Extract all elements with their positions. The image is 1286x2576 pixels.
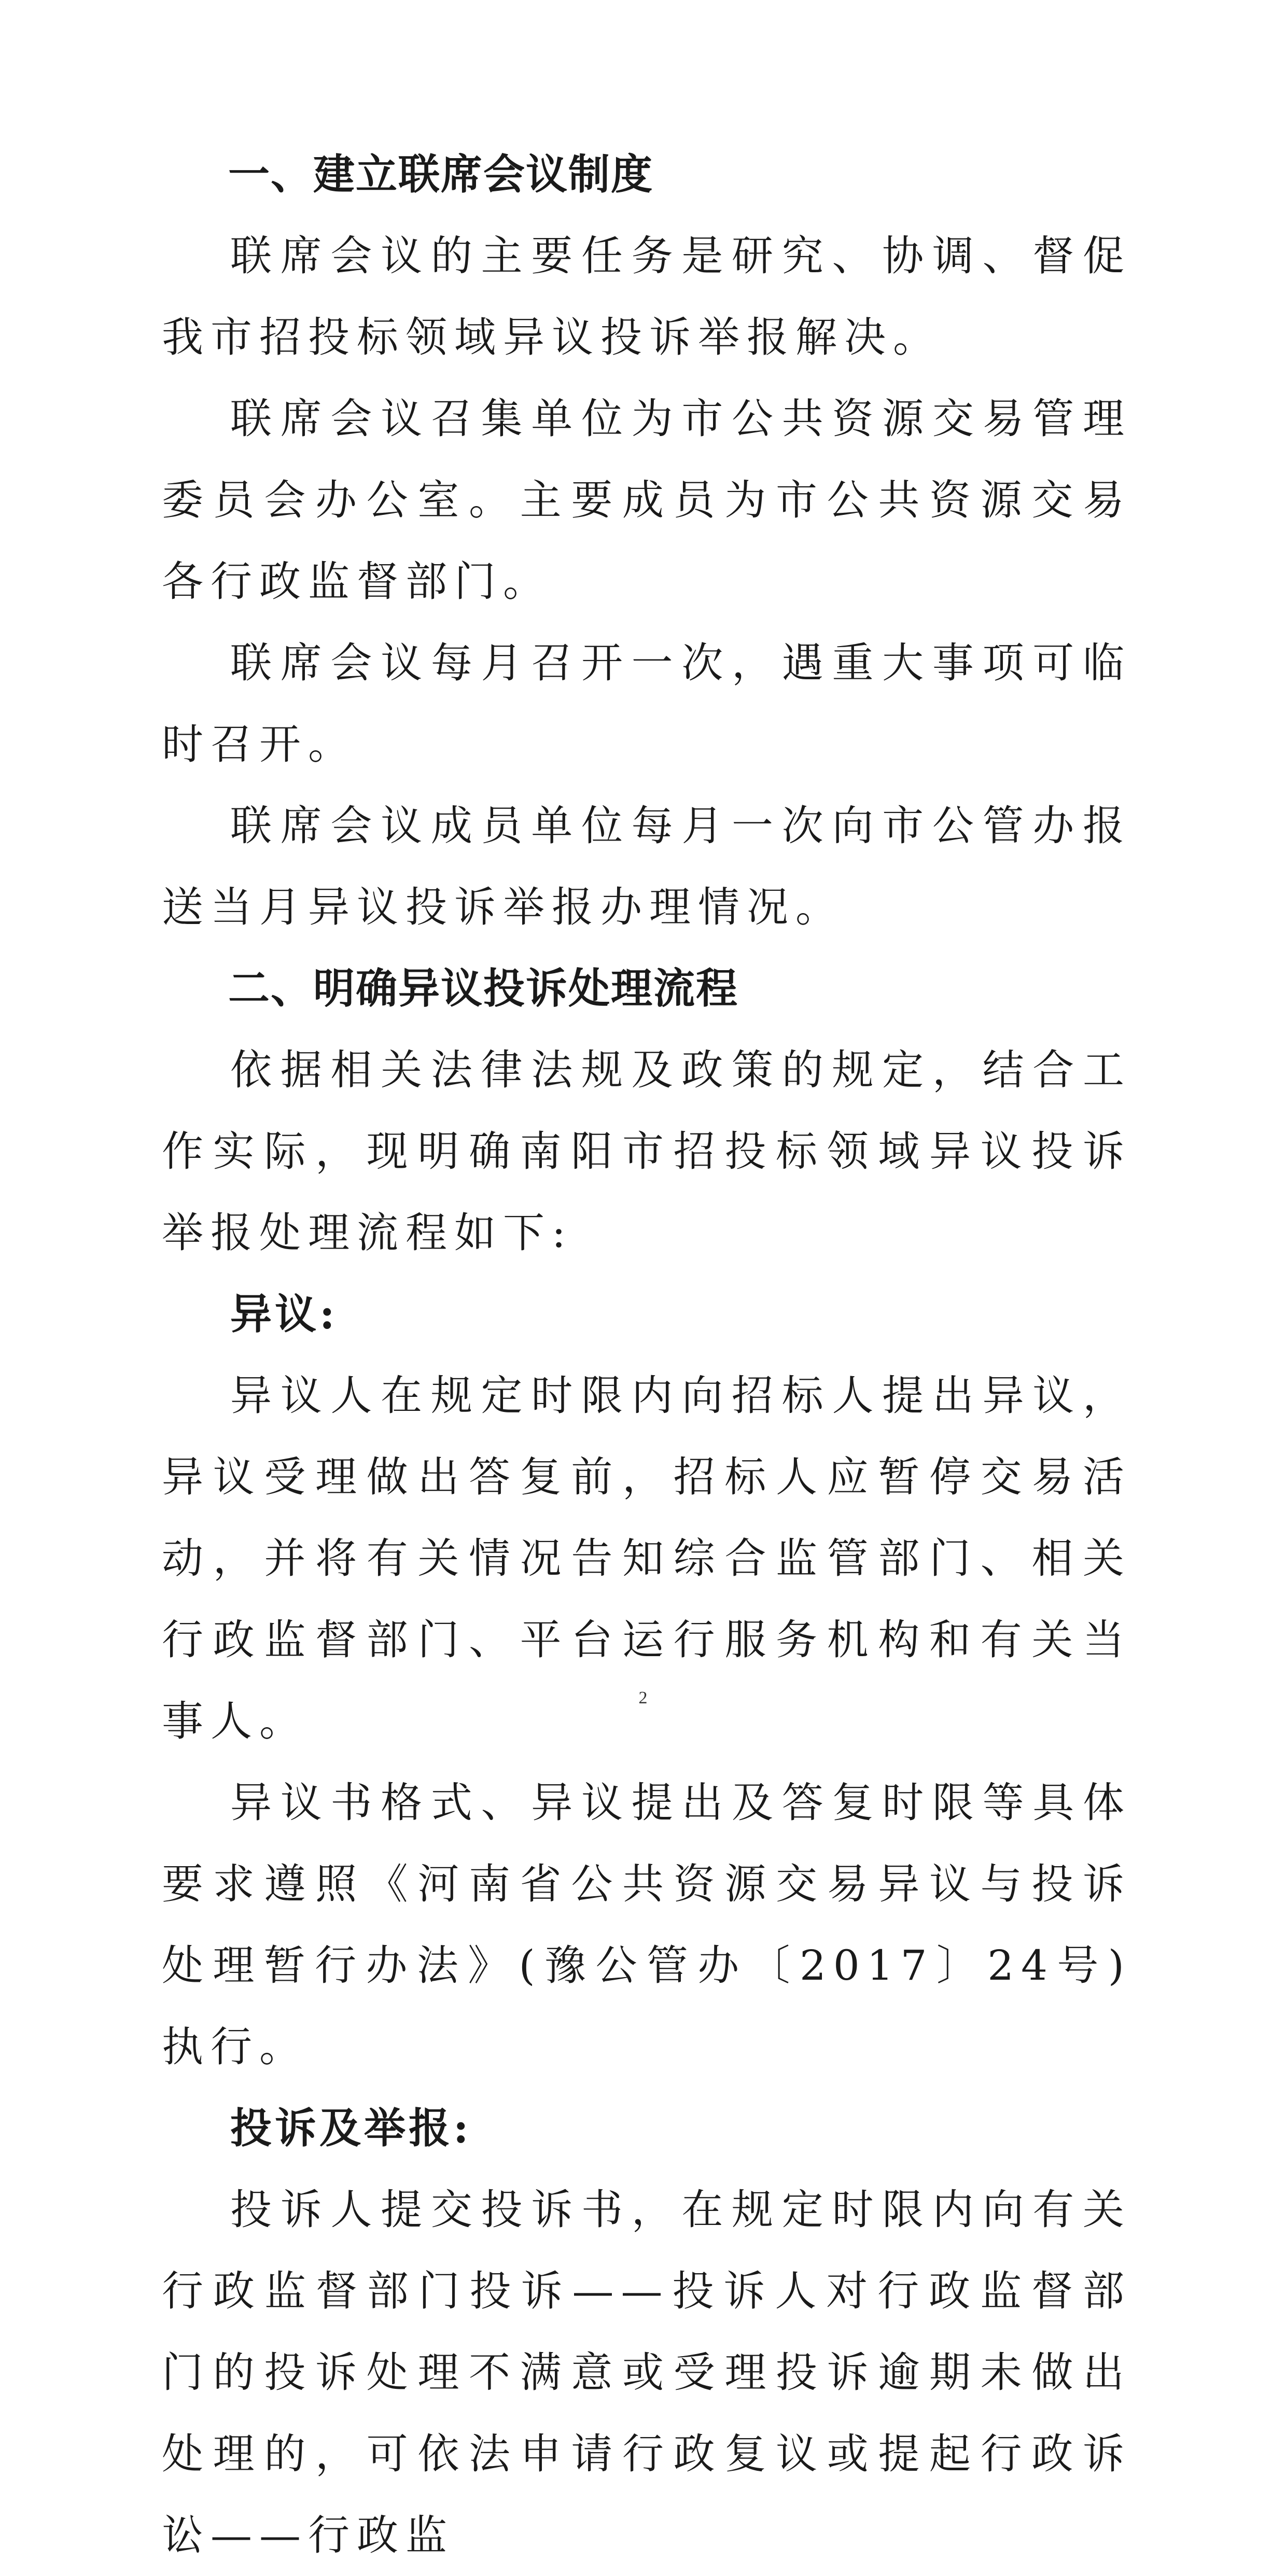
page-number: 2 xyxy=(638,1688,648,1707)
section-2-intro: 依据相关法律法规及政策的规定，结合工作实际，现明确南阳市招投标领域异议投诉举报处理流程如下: xyxy=(162,1046,1131,1257)
section-1-paragraph: 联席会议召集单位为市公共资源交易管理委员会办公室。主要成员为市公共资源交易各行政监督部门。 xyxy=(162,395,1131,606)
document-body xyxy=(162,134,1131,2576)
objection-paragraph: 异议人在规定时限内向招标人提出异议，异议受理做出答复前，招标人应暂停交易活动，并将有关情况告知综合监管部门、相关行政监督部门、平台运行服务机构和有关当事人。 xyxy=(162,1371,1131,1745)
complaint-subheading: 投诉及举报: xyxy=(230,2104,472,2152)
section-2-heading: 二、明确异议投诉处理流程 xyxy=(228,964,738,1013)
section-1-paragraph: 联席会议每月召开一次，遇重大事项可临时召开。 xyxy=(162,639,1131,768)
objection-subheading: 异议: xyxy=(230,1290,338,1338)
section-1-paragraph: 联席会议成员单位每月一次向市公管办报送当月异议投诉举报办理情况。 xyxy=(162,802,1131,931)
section-1-paragraph: 联席会议的主要任务是研究、协调、督促我市招投标领域异议投诉举报解决。 xyxy=(162,232,1131,361)
complaint-paragraph: 投诉人提交投诉书，在规定时限内向有关行政监督部门投诉——投诉人对行政监督部门的投诉处理不满意或受理投诉逾期未做出处理的，可依法申请行政复议或提起行政诉讼——行政监 xyxy=(162,2186,1131,2559)
objection-paragraph: 异议书格式、异议提出及答复时限等具体要求遵照《河南省公共资源交易异议与投诉处理暂行办法》(豫公管办〔2017〕24号)执行。 xyxy=(162,1779,1131,2071)
section-1-heading: 一、建立联席会议制度 xyxy=(228,150,653,199)
